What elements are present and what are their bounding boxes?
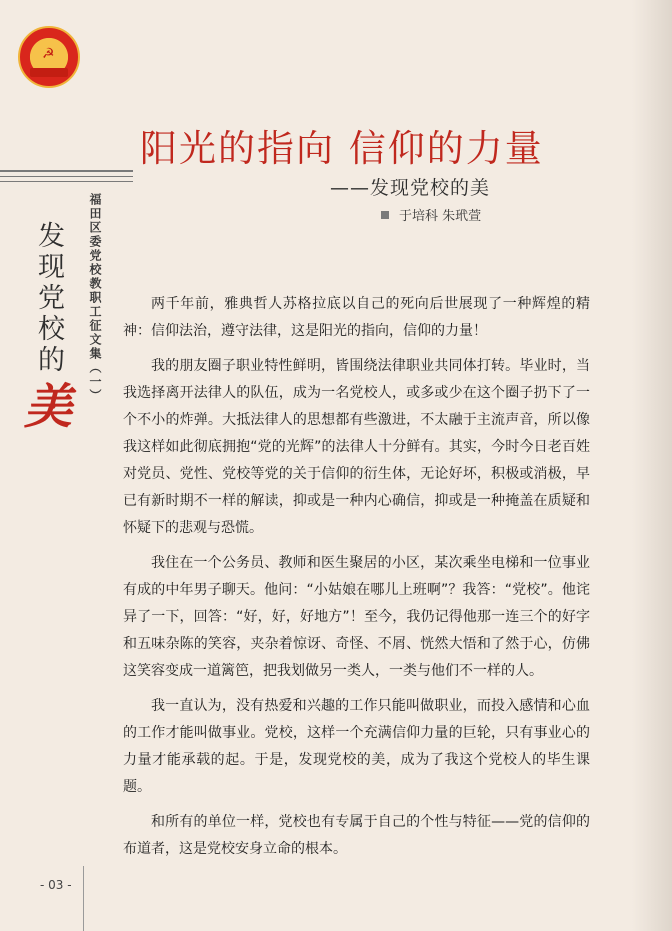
divider-line xyxy=(0,181,133,182)
divider-line xyxy=(0,176,133,177)
paragraph: 我的朋友圈子职业特性鲜明，皆围绕法律职业共同体打转。毕业时，当我选择离开法律人的队伍，成为一名党校人，或多或少在这个圈子扔下了一个不小的炸弹。大抵法律人的思想都有些激进，不太融于主流声音，所以像我这样如此彻底拥抱“党的光辉”的法律人十分鲜有。其实，今时今日老百姓对党员、党性、党校等党的关于信仰的衍生体，无论好坏，积极或消极，早已有新时期不一样的解读，抑或是一种内心确信，抑或是一种掩盖在质疑和怀疑下的悲观与恐慌。 xyxy=(123,358,590,536)
paragraph: 和所有的单位一样，党校也有专属于自己的个性与特征——党的信仰的布道者，这是党校安身立命的根本。 xyxy=(123,814,590,857)
party-emblem-logo xyxy=(18,26,80,88)
square-bullet-icon xyxy=(381,211,389,219)
paragraph: 我一直认为，没有热爱和兴趣的工作只能叫做职业，而投入感情和心血的工作才能叫做事业。党校，这样一个充满信仰力量的巨轮，只有事业心的力量才能承载的起。于是，发现党校的美，成为了我这个党校人的毕生课题。 xyxy=(123,698,590,795)
page-number: - 03 - xyxy=(40,878,72,892)
paragraph: 我住在一个公务员、教师和医生聚居的小区，某次乘坐电梯和一位事业有成的中年男子聊天。他问：“小姑娘在哪儿上班啊”？我答：“党校”。他诧异了一下，回答：“好，好，好地方”！至今，我仍记得他那一连三个的好字和五味杂陈的笑容，夹杂着惊讶、奇怪、不屑、恍然大悟和了然于心，仿佛这笑容变成一道篱笆，把我划做另一类人，一类与他们不一样的人。 xyxy=(123,555,590,679)
column-title-emphasis: 美 xyxy=(24,379,73,435)
article-body xyxy=(123,291,590,871)
page-edge-shade xyxy=(632,0,672,931)
hammer-sickle-icon: ☭ xyxy=(42,46,55,62)
column-title: 发现党校的 xyxy=(33,221,64,376)
article-title: 阳光的指向 信仰的力量 xyxy=(140,127,544,170)
logo-banner xyxy=(30,68,68,77)
divider-line xyxy=(0,170,133,172)
paragraph: 两千年前，雅典哲人苏格拉底以自己的死向后世展现了一种辉煌的精神：信仰法治，遵守法律，这是阳光的指向，信仰的力量！ xyxy=(123,296,590,339)
article-subtitle: ——发现党校的美 xyxy=(330,177,491,199)
series-title: 福田区委党校教职工征文集（一） xyxy=(88,193,102,403)
footer-divider xyxy=(83,866,84,931)
author-line xyxy=(381,205,581,224)
author-names: 于培科 朱玳萱 xyxy=(399,209,482,224)
